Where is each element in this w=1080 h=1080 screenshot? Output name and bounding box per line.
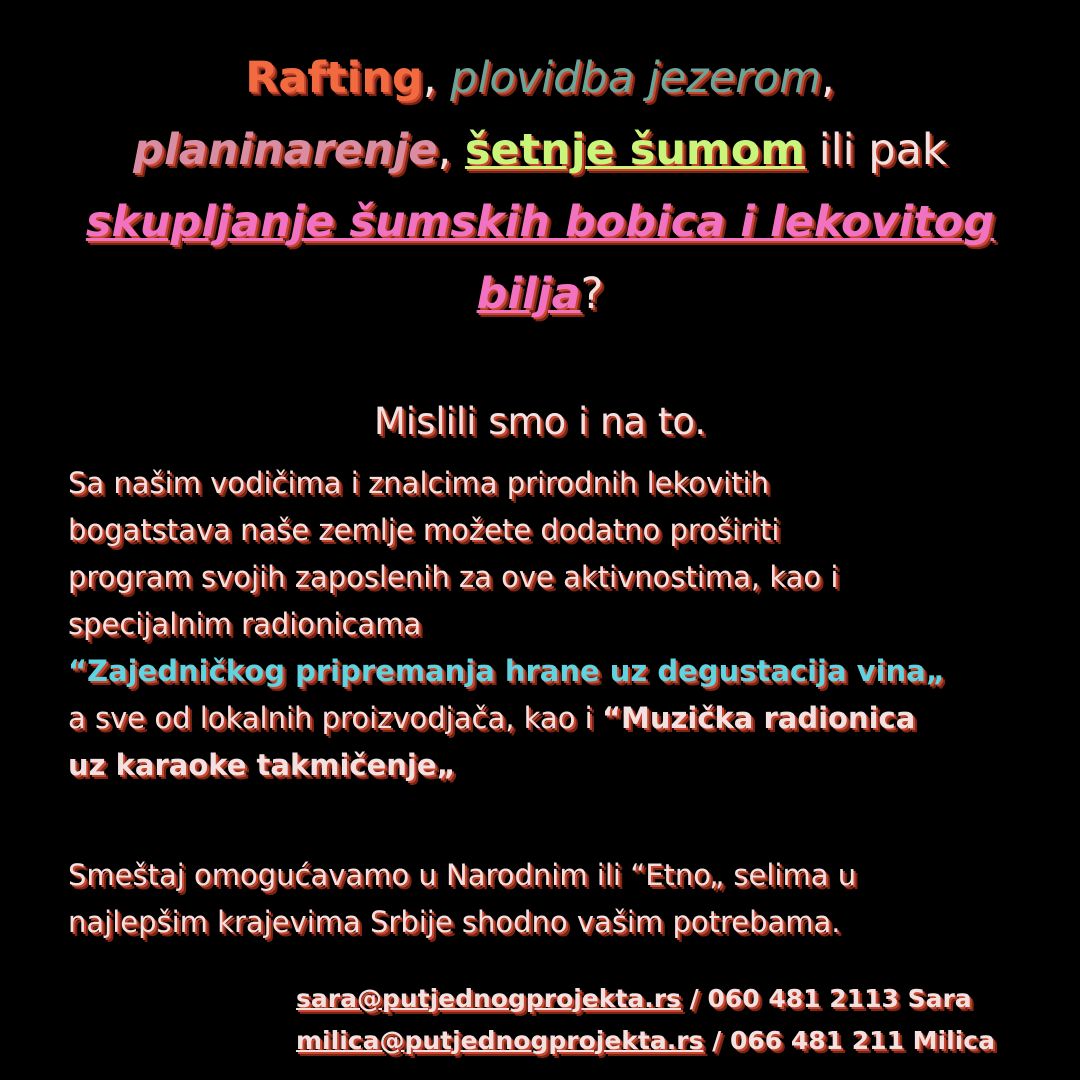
- planinarenje-text: planinarenje: [133, 125, 438, 175]
- body-line: bogatstava naše zemlje možete dodatno proširiti: [68, 513, 780, 547]
- workshop-wine: “Zajedničkog pripremanja hrane uz degustacija vina„: [68, 654, 945, 688]
- body-line-prefix: a sve od lokalnih proizvodjača, kao i: [68, 701, 602, 735]
- comma: ,: [422, 53, 451, 103]
- body-line: [68, 695, 1058, 742]
- skupljanje-text: skupljanje šumskih bobica i lekovitog: [85, 197, 995, 247]
- question-mark: ?: [580, 269, 604, 319]
- body-line: Sa našim vodičima i znalcima prirodnih lekovitih: [68, 466, 770, 500]
- headline-line-3: [40, 186, 1040, 258]
- accommodation-line: najlepšim krajevima Srbije shodno vašim potrebama.: [68, 905, 841, 939]
- headline-line-4: [40, 258, 1040, 330]
- workshop-music-part1: “Muzička radionica: [601, 701, 916, 735]
- email-link-sara[interactable]: sara@putjednogprojekta.rs: [296, 984, 681, 1013]
- setnje-text: šetnje šumom: [464, 125, 806, 175]
- body-paragraph: [68, 460, 1058, 789]
- comma: ,: [437, 125, 465, 175]
- comma: ,: [821, 53, 835, 103]
- intro-text: Mislili smo i na to.: [373, 400, 707, 443]
- bilja-text: bilja: [476, 269, 581, 319]
- contacts: [296, 978, 1056, 1062]
- body-line: program svojih zaposlenih za ove aktivnostima, kao i: [68, 560, 839, 594]
- accommodation-line: Smeštaj omogućavamo u Narodnim ili “Etno„ selima u: [68, 858, 857, 892]
- workshop-music-part2: uz karaoke takmičenje„: [68, 748, 456, 782]
- headline-line-2: [40, 114, 1040, 186]
- ili-pak-text: ili pak: [805, 125, 947, 175]
- headline: [40, 42, 1040, 330]
- rafting-text: Rafting: [245, 53, 423, 103]
- accommodation-paragraph: [68, 852, 1058, 946]
- plovidba-text: plovidba jezerom: [450, 53, 822, 103]
- contact-details-sara: / 060 481 2113 Sara: [680, 984, 972, 1013]
- headline-line-1: [40, 42, 1040, 114]
- contact-milica: [296, 1020, 1056, 1062]
- contact-details-milica: / 066 481 211 Milica: [703, 1026, 995, 1055]
- body-line: specijalnim radionicama: [68, 607, 422, 641]
- contact-sara: [296, 978, 1056, 1020]
- email-link-milica[interactable]: milica@putjednogprojekta.rs: [296, 1026, 704, 1055]
